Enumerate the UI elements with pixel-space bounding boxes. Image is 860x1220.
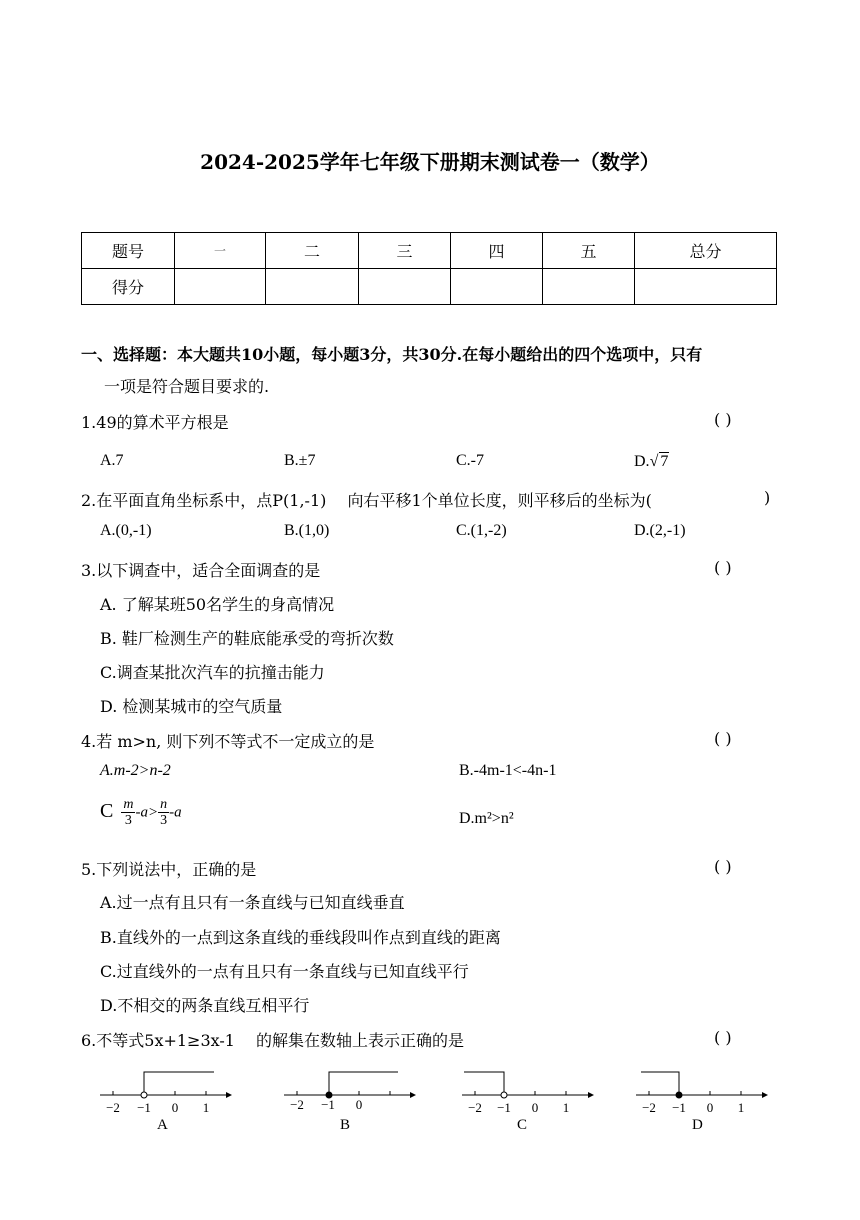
question-5-stem: 5.下列说法中，正确的是 <box>81 860 257 879</box>
question-3-stem: 3.以下调查中，适合全面调查的是 <box>81 561 321 580</box>
q1-option-d[interactable]: D.√ 7 <box>634 453 669 470</box>
number-line-c[interactable] <box>458 1065 598 1117</box>
tick-label: −2 <box>290 1097 304 1112</box>
tick-label: −1 <box>672 1100 686 1115</box>
tick-label: 1 <box>737 1100 745 1115</box>
section-heading: 一、选择题：本大题共10小题，每小题3分，共30分.在每小题给出的四个选项中，只有 <box>81 345 703 364</box>
score-input-cell[interactable] <box>451 269 543 305</box>
tick-label: 1 <box>562 1100 570 1115</box>
number-line-label-b: B <box>340 1117 351 1133</box>
q4-option-a[interactable]: A.m-2>n-2 <box>100 762 171 779</box>
question-4-stem: 4.若 m>n, 则下列不等式不一定成立的是 <box>81 732 375 751</box>
q2-option-d[interactable]: D.(2,-1) <box>634 522 686 539</box>
score-input-cell[interactable] <box>635 269 777 305</box>
q4-option-d[interactable]: D.m²>n² <box>459 810 514 827</box>
score-cell: 总分 <box>635 233 777 269</box>
page-title: 2024-2025学年七年级下册期末测试卷一（数学） <box>200 150 660 174</box>
tick-label: 1 <box>202 1100 210 1115</box>
q3-option-b[interactable]: B. 鞋厂检测生产的鞋底能承受的弯折次数 <box>100 629 394 648</box>
score-cell: 题号 <box>82 233 175 269</box>
tick-label: −2 <box>468 1100 482 1115</box>
q1-option-a[interactable]: A.7 <box>100 452 124 469</box>
fraction: $\frac{n}{3}$ <box>160 797 168 828</box>
q1-option-b[interactable]: B.±7 <box>284 452 316 469</box>
q2-option-c[interactable]: C.(1,-2) <box>456 522 507 539</box>
tick-label: 0 <box>531 1100 539 1115</box>
score-cell: 五 <box>543 233 635 269</box>
tick-label: −1 <box>497 1100 511 1115</box>
number-line-label-c: C <box>517 1117 528 1133</box>
number-line-b[interactable] <box>280 1065 420 1117</box>
score-input-cell[interactable] <box>543 269 635 305</box>
score-cell: 三 <box>359 233 451 269</box>
score-table-header-row <box>82 233 777 269</box>
number-line-a[interactable] <box>96 1065 236 1117</box>
number-line-label-d: D <box>692 1117 703 1133</box>
number-line-label-a: A <box>157 1117 168 1133</box>
tick-label: −1 <box>137 1100 151 1115</box>
tick-label: 0 <box>171 1100 179 1115</box>
tick-label: 0 <box>355 1097 363 1112</box>
score-cell: 得分 <box>82 269 175 305</box>
q5-option-b[interactable]: B.直线外的一点到这条直线的垂线段叫作点到直线的距离 <box>100 928 501 947</box>
q5-option-d[interactable]: D.不相交的两条直线互相平行 <box>100 996 310 1015</box>
number-line-d[interactable] <box>632 1065 772 1117</box>
answer-paren-close[interactable]: ) <box>764 488 771 507</box>
answer-paren[interactable]: ( ) <box>714 729 732 748</box>
question-6-stem: 6.不等式5x+1≥3x-1 的解集在数轴上表示正确的是 <box>81 1031 465 1050</box>
score-input-cell[interactable] <box>359 269 451 305</box>
q4-option-c-label: C <box>100 799 114 822</box>
tick-label: −1 <box>321 1097 335 1112</box>
question-1-stem: 1.49的算术平方根是 <box>81 413 229 432</box>
section-heading-cont: 一项是符合题目要求的. <box>104 377 270 396</box>
q1-option-d-prefix: D. <box>634 453 650 470</box>
q4-option-c[interactable]: C $\frac{m}{3}$ -a> $\frac{n}{3}$ -a <box>100 797 182 828</box>
answer-paren[interactable]: ( ) <box>714 558 732 577</box>
score-input-cell[interactable] <box>175 269 266 305</box>
tick-label: −2 <box>642 1100 656 1115</box>
q3-option-c[interactable]: C.调查某批次汽车的抗撞击能力 <box>100 663 325 682</box>
score-input-cell[interactable] <box>266 269 359 305</box>
fraction: $\frac{m}{3}$ <box>123 797 134 828</box>
tick-label: 0 <box>706 1100 714 1115</box>
q3-option-d[interactable]: D. 检测某城市的空气质量 <box>100 697 283 716</box>
q2-option-b[interactable]: B.(1,0) <box>284 522 330 539</box>
question-2-stem: 2.在平面直角坐标系中，点P(1,-1) 向右平移1个单位长度，则平移后的坐标为( <box>81 491 652 510</box>
q4-option-b[interactable]: B.-4m-1<-4n-1 <box>459 762 557 779</box>
score-table-score-row <box>82 269 777 305</box>
answer-paren[interactable]: ( ) <box>714 410 732 429</box>
tick-label: −2 <box>106 1100 120 1115</box>
q5-option-a[interactable]: A.过一点有且只有一条直线与已知直线垂直 <box>100 893 405 912</box>
score-cell: 二 <box>266 233 359 269</box>
q2-option-a[interactable]: A.(0,-1) <box>100 522 152 539</box>
score-table <box>81 232 777 305</box>
q3-option-a[interactable]: A. 了解某班50名学生的身高情况 <box>100 595 335 614</box>
q5-option-c[interactable]: C.过直线外的一点有且只有一条直线与已知直线平行 <box>100 962 469 981</box>
score-cell: 四 <box>451 233 543 269</box>
score-cell: 一 <box>175 233 266 269</box>
answer-paren[interactable]: ( ) <box>714 857 732 876</box>
answer-paren[interactable]: ( ) <box>714 1028 732 1047</box>
q1-option-c[interactable]: C.-7 <box>456 452 484 469</box>
sqrt-radicand: 7 <box>660 453 669 470</box>
